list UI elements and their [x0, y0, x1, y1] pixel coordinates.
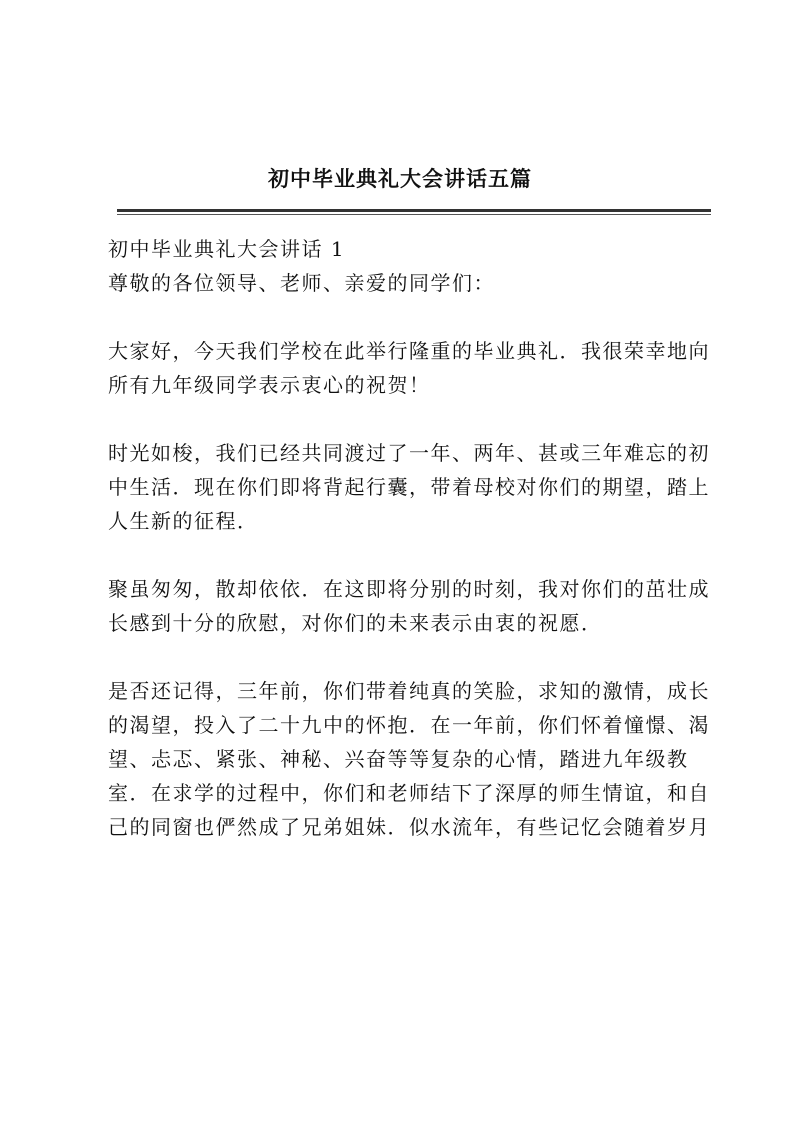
paragraph-1: 大家好，今天我们学校在此举行隆重的毕业典礼．我很荣幸地向所有九年级同学表示衷心的祝贺！ [108, 339, 710, 397]
paragraph-2: 时光如梭，我们已经共同渡过了一年、两年、甚或三年难忘的初中生活．现在你们即将背起行囊，带着母校对你们的期望，踏上人生新的征程． [108, 441, 710, 533]
paragraph-3: 聚虽匆匆，散却依依．在这即将分别的时刻，我对你们的茁壮成长感到十分的欣慰，对你们的未来表示由衷的祝愿． [108, 577, 710, 635]
section-heading: 初中毕业典礼大会讲话 1 [108, 237, 346, 261]
title-divider-thin [117, 214, 711, 215]
paragraph-4: 是否还记得，三年前，你们带着纯真的笑脸，求知的激情，成长的渴望，投入了二十九中的怀抱．在一年前，你们怀着憧憬、渴望、忐忑、紧张、神秘、兴奋等等复杂的心情，踏进九年级教室．在求学的过程中，你们和老师结下了深厚的师生情谊，和自己的同窗也俨然成了兄弟姐妹．似水流年，有些记忆会随着岁月 [108, 679, 710, 839]
document-title: 初中毕业典礼大会讲话五篇 [268, 166, 532, 191]
salutation: 尊敬的各位领导、老师、亲爱的同学们： [108, 271, 495, 295]
title-divider-thick [117, 209, 711, 212]
document-body [108, 232, 720, 844]
